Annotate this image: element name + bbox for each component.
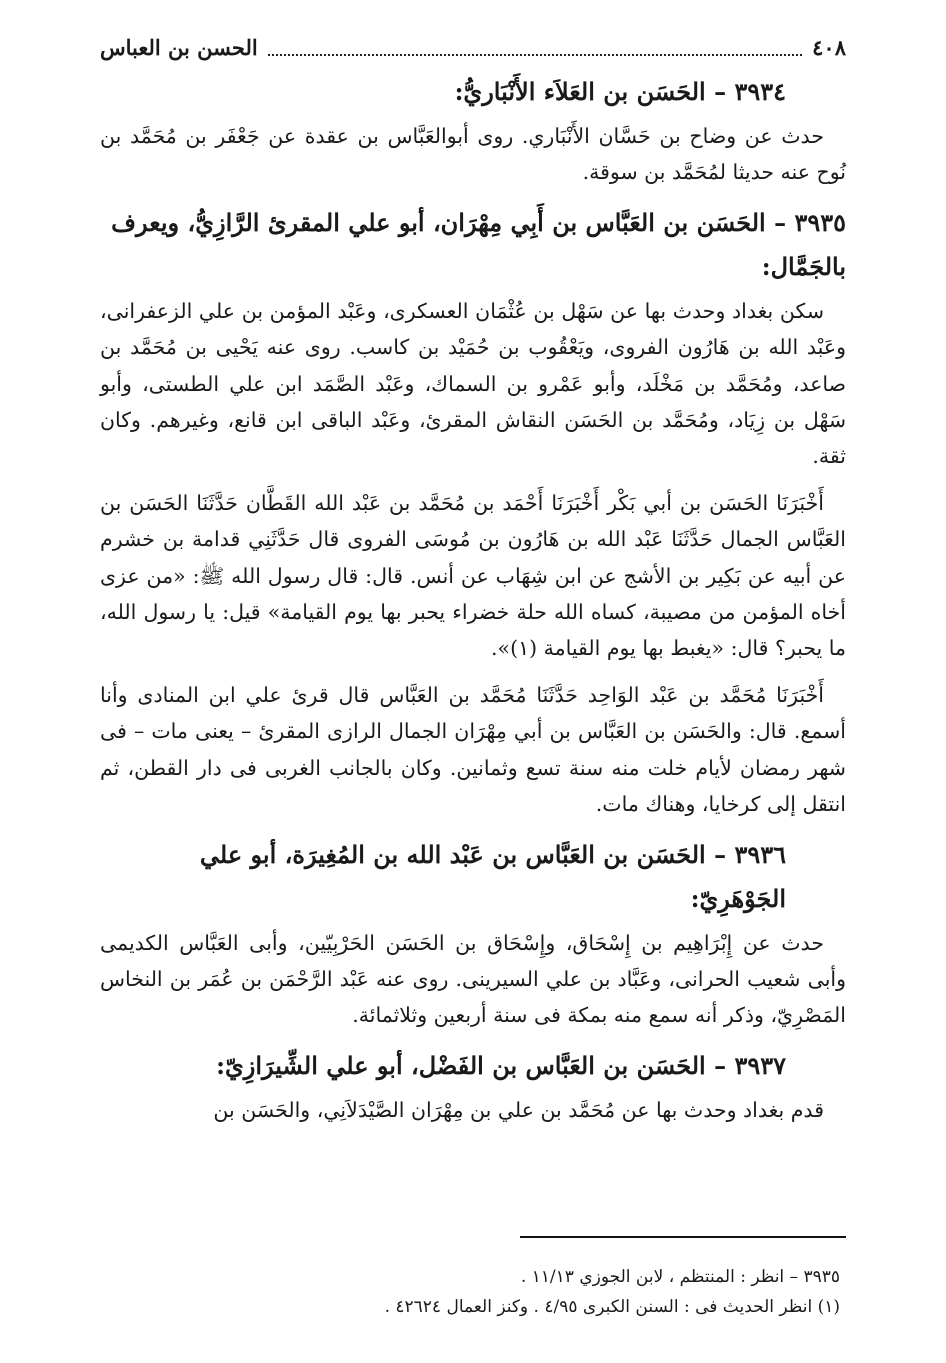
- entry-heading: ٣٩٣٤ – الحَسَن بن العَلاَء الأَنْبَاريُّ:: [454, 77, 786, 106]
- entry-3936: [100, 833, 846, 1034]
- entry-paragraph: حدث عن وضاح بن حَسَّان الأَنْبَاري. روى أبوالعَبَّاس بن عقدة عن جَعْفَر بن مُحَمَّد بن نُوح عنه حديثا لمُحَمَّد بن سوقة.: [100, 124, 846, 185]
- entry-3935: [100, 201, 846, 823]
- running-title: الحسن بن العباس: [100, 35, 258, 60]
- entry-heading: ٣٩٣٥ – الحَسَن بن العَبَّاس بن أَبِي مِهْرَان، أبو علي المقرئ الرَّازِيُّ، ويعرف بالجَمَّال:: [111, 207, 846, 281]
- page-number: ٤٠٨: [812, 35, 846, 60]
- footnotes: [100, 1262, 840, 1322]
- entry-heading: ٣٩٣٦ – الحَسَن بن العَبَّاس بن عَبْد الله بن المُغِيرَة، أبو علي الجَوْهَرِيّ:: [199, 839, 786, 913]
- entry-paragraph: سكن بغداد وحدث بها عن سَهْل بن عُثْمَان العسكرى، وعَبْد المؤمن بن علي الزعفرانى، وعَبْد الله بن هَارُون الفروى، ويَعْقُوب بن حُمَيْد بن كاسب. روى عنه يَحْيى بن مُحَمَّد بن صاعد، ومُحَمَّد بن مَخْلَد، وأبو عَمْرو بن السماك، وعَبْد الصَّمَد ابن علي الطستى، وأبو سَهْل بن زِيَاد، ومُحَمَّد بن الحَسَن النقاش المقرئ، وعَبْد الباقى ابن قانع، وغيرهم. وكان ثقة.: [100, 298, 846, 469]
- footnote: (١) انظر الحديث فى : السنن الكبرى ٤/٩٥ . وكنز العمال ٤٢٦٢٤ .: [384, 1297, 840, 1317]
- entry-paragraph: أَخْبَرَنَا مُحَمَّد بن عَبْد الوَاحِد حَدَّثَنَا مُحَمَّد بن العَبَّاس قال قرئ علي ابن المنادى وأنا أسمع. قال: والحَسَن بن العَبَّاس بن أبي مِهْرَان الجمال الرازى المقرئ – يعنى مات – فى شهر رمضان لأيام خلت منه سنة تسع وثمانين. وكان بالجانب الغربى فى دار القطن، ثم انتقل إلى كرخايا، وهناك مات.: [100, 682, 846, 817]
- running-header: [100, 28, 846, 68]
- footnote: ٣٩٣٥ – انظر : المنتظم ، لابن الجوزي ١١/١٣ .: [520, 1267, 840, 1287]
- entry-paragraph: قدم بغداد وحدث بها عن مُحَمَّد بن علي بن مِهْرَان الصَّيْدَلاَنِي، والحَسَن بن: [213, 1097, 824, 1122]
- entry-3937: [100, 1044, 846, 1128]
- entry-paragraph: حدث عن إِبْرَاهِيم بن إِسْحَاق، وإِسْحَاق بن الحَسَن الحَرْبِيّين، وأبى العَبَّاس الكديمى وأبى شعيب الحرانى، وعَبَّاد بن علي السيرينى. روى عنه عَبْد الرَّحْمَن بن عُمَر بن النخاس المَصْرِيّ، وذكر أنه سمع منه بمكة فى سنة أربعين وثلاثمائة.: [100, 930, 846, 1028]
- header-dotted-leader: [268, 54, 802, 56]
- footnote-divider: [520, 1236, 846, 1238]
- entry-3934: [100, 70, 846, 191]
- entry-heading: ٣٩٣٧ – الحَسَن بن العَبَّاس بن الفَضْل، أبو علي الشِّيرَازِيّ:: [216, 1050, 786, 1080]
- entry-paragraph: أَخْبَرَنَا الحَسَن بن أبي بَكْر أَخْبَرَنَا أَحْمَد بن مُحَمَّد بن عَبْد الله القَطَّان حَدَّثَنَا الحَسَن بن العَبَّاس الجمال حَدَّثَنَا عَبْد الله بن هَارُون بن مُوسَى الفروى قال حَدَّثَنِي قدامة بن خشرم عن أبيه عن بَكِير بن الأشج عن ابن شِهَاب عن أنس. قال: قال رسول الله ﷺ: «من عزى أخاه المؤمن من مصيبة، كساه الله حلة خضراء يحبر بها يوم القيامة» قيل: يا رسول الله، ما يحبر؟ قال: «يغبط بها يوم القيامة (١)».: [100, 490, 846, 661]
- book-page: [100, 28, 846, 1138]
